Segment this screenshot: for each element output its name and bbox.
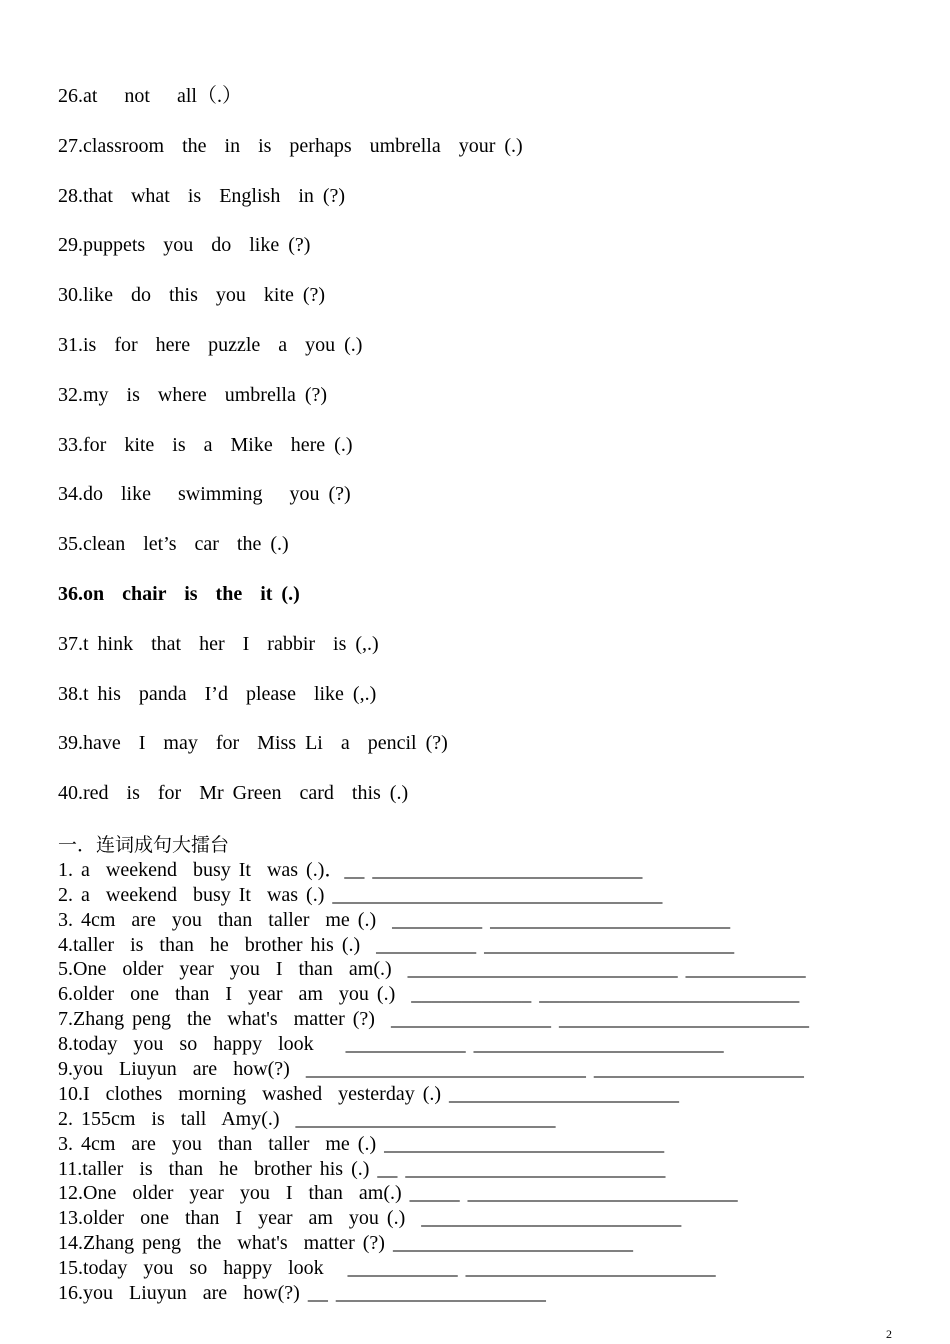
- dense-item-1: 1. a weekend busy It was (.)．__ ___________________________: [58, 858, 643, 881]
- dense-item-7: 7.Zhang peng the what's matter (?) ________________ _________________________: [58, 1008, 809, 1031]
- dense-item-6: 6.older one than I year am you (.) ____________ __________________________: [58, 983, 800, 1006]
- exercise-item-40: 40.red is for Mr Green card this (.): [58, 782, 409, 805]
- dense-item-2: 2. a weekend busy It was (.) _________________________________: [58, 883, 663, 906]
- exercise-item-31: 31.is for here puzzle a you (.): [58, 333, 363, 356]
- exercise-item-37: 37.t hink that her I rabbir is (,.): [58, 632, 379, 655]
- dense-item-8: 8.today you so happy look ____________ _________________________: [58, 1033, 724, 1056]
- exercise-item-39: 39.have I may for Miss Li a pencil (?): [58, 732, 448, 755]
- exercise-item-27: 27.classroom the in is perhaps umbrella your (.): [58, 134, 523, 157]
- dense-item-13: 13.older one than I year am you (.) __________________________: [58, 1207, 682, 1230]
- dense-item-5: 5.One older year you I than am(.) ___________________________ ____________: [58, 958, 806, 981]
- dense-item-10: 10.I clothes morning washed yesterday (.) _______________________: [58, 1082, 680, 1105]
- exercise-item-34: 34.do like swimming you (?): [58, 483, 351, 506]
- exercise-item-29: 29.puppets you do like (?): [58, 234, 311, 257]
- dense-item-2b: 2. 155cm is tall Amy(.) __________________________: [58, 1107, 556, 1130]
- exercise-item-35: 35.clean let’s car the (.): [58, 533, 289, 556]
- dense-item-3: 3. 4cm are you than taller me (.) _________ ________________________: [58, 908, 731, 931]
- dense-item-14: 14.Zhang peng the what's matter (?) ________________________: [58, 1232, 633, 1255]
- page-number: 2: [886, 1327, 892, 1341]
- exercise-item-33: 33.for kite is a Mike here (.): [58, 433, 353, 456]
- exercise-item-32: 32.my is where umbrella (?): [58, 383, 328, 406]
- dense-item-12: 12.One older year you I than am(.) _____ ___________________________: [58, 1182, 738, 1205]
- dense-item-3b: 3. 4cm are you than taller me (.) ____________________________: [58, 1132, 665, 1155]
- dense-item-15: 15.today you so happy look ___________ _________________________: [58, 1257, 716, 1280]
- exercise-item-30: 30.like do this you kite (?): [58, 284, 326, 307]
- dense-item-11: 11.taller is than he brother his (.) __ __________________________: [58, 1157, 666, 1180]
- exercise-list-26-40: [58, 84, 523, 831]
- exercise-item-38: 38.t his panda I’d please like (,.): [58, 682, 377, 705]
- dense-item-9: 9.you Liuyun are how(?) ____________________________ _____________________: [58, 1058, 804, 1081]
- exercise-item-36: 36.on chair is the it (.): [58, 582, 300, 605]
- section-heading: 一．连词成句大擂台: [58, 834, 230, 856]
- exercise-item-26: 26.at not all（.）: [58, 85, 242, 107]
- exercise-item-28: 28.that what is English in (?): [58, 184, 346, 207]
- dense-item-4: 4.taller is than he brother his (.) __________ _________________________: [58, 933, 735, 956]
- sentence-building-section: [58, 833, 809, 1306]
- dense-item-16: 16.you Liuyun are how(?) __ _____________________: [58, 1282, 546, 1305]
